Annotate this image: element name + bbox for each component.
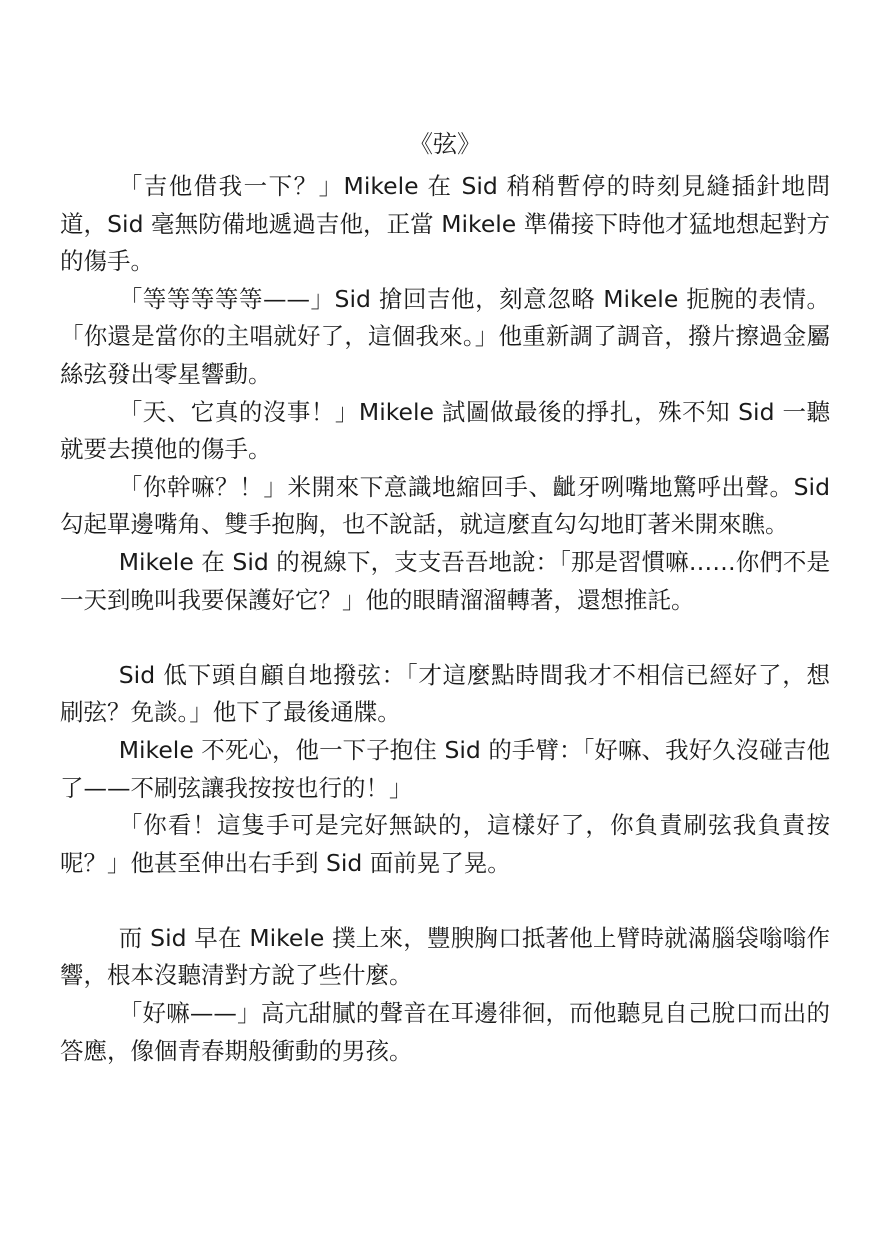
paragraph-10: 「好嘛——」高亢甜膩的聲音在耳邊徘徊，而他聽見自己脫口而出的答應，像個青春期般衝動的男孩。 (60, 999, 830, 1065)
paragraph-5: Mikele 在 Sid 的視線下，支支吾吾地說：「那是習慣嘛……你們不是一天到晚叫我要保護好它？」他的眼睛溜溜轉著，還想推託。 (60, 547, 830, 614)
paragraph-9: 而 Sid 早在 Mikele 撲上來，豐腴胸口抵著他上臂時就滿腦袋嗡嗡作響，根本沒聽清對方說了些什麼。 (60, 923, 830, 990)
paragraph-8: 「你看！這隻手可是完好無缺的，這樣好了，你負責刷弦我負責按呢？」他甚至伸出右手到 Sid 面前晃了晃。 (60, 811, 830, 877)
paragraph-7: Mikele 不死心，他一下子抱住 Sid 的手臂：「好嘛、我好久沒碰吉他了——不刷弦讓我按按也行的！」 (60, 735, 830, 802)
paragraph-6: Sid 低下頭自顧自地撥弦：「才這麼點時間我才不相信已經好了，想刷弦？免談。」他下了最後通牒。 (60, 660, 830, 727)
paragraph-1: 「吉他借我一下？」Mikele 在 Sid 稍稍暫停的時刻見縫插針地問道，Sid 毫無防備地遞過吉他，正當 Mikele 準備接下時他才猛地想起對方的傷手。 (60, 172, 830, 276)
paragraph-gap (60, 882, 830, 920)
document-title: 《弦》 (409, 130, 481, 158)
paragraph-3: 「天、它真的沒事！」Mikele 試圖做最後的掙扎，殊不知 Sid 一聽就要去摸他的傷手。 (60, 397, 830, 464)
document-page (60, 120, 830, 1210)
paragraph-4: 「你幹嘛？！」米開來下意識地縮回手、齜牙咧嘴地驚呼出聲。Sid 勾起單邊嘴角、雙手抱胸，也不說話，就這麼直勾勾地盯著米開來瞧。 (60, 472, 830, 539)
paragraph-gap (60, 619, 830, 657)
paragraph-2: 「等等等等等——」Sid 搶回吉他，刻意忽略 Mikele 扼腕的表情。「你還是當你的主唱就好了，這個我來。」他重新調了調音，撥片擦過金屬絲弦發出零星響動。 (60, 284, 830, 388)
